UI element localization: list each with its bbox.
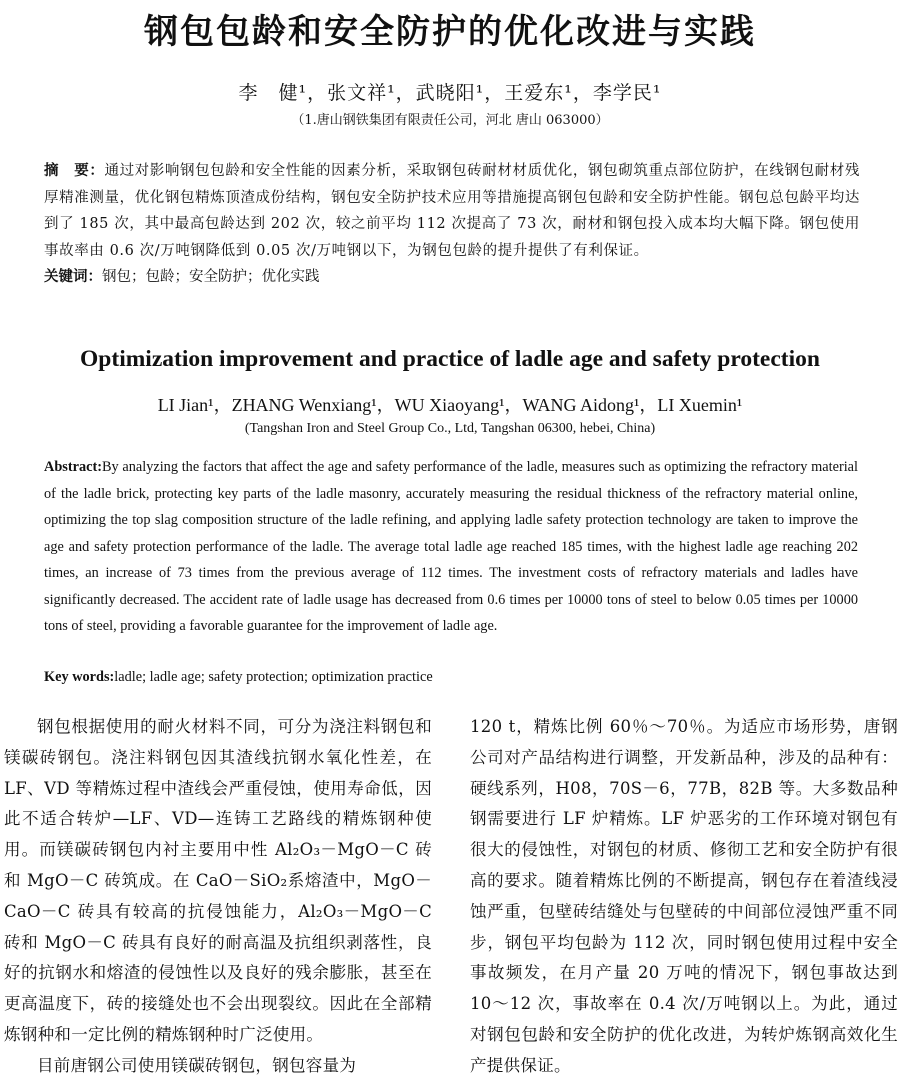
body-column-right [470,712,898,1082]
body-column-left [4,712,432,1082]
abstract-cn-label: 摘 要： [44,163,105,179]
keywords-cn-label: 关键词： [44,269,102,285]
body-paragraph: 目前唐钢公司使用镁碳砖钢包，钢包容量为 [37,1055,357,1075]
affiliation-en: (Tangshan Iron and Steel Group Co., Ltd, Tangshan 06300, hebei, China) [244,421,656,436]
body-paragraph: 120 t，精炼比例 60％～70％。为适应市场形势，唐钢公司对产品结构进行调整，开发新品种，涉及的品种有：硬线系列，H08，70S－6，77B，82B 等。大多数品种钢需要进行 LF 炉精炼。LF 炉恶劣的工作环境对钢包有很大的侵蚀性，对钢包的材质、修彻工艺和安全防护有很高的要求。随着精炼比例的不断提高，钢包存在着渣线浸蚀严重，包壁砖结缝处与包壁砖的中间部位浸蚀严重不同步，钢包平均包龄为 112 次，同时钢包使用过程中安全事故频发，在月产量 20 万吨的情况下，钢包事故达到 10～12 次，事故率在 0.4 次/万吨钢以上。为此，通过对钢包包龄和安全防护的优化改进，为转炉炼钢高效化生产提供保证。 [470,717,898,1075]
abstract-en [44,454,858,640]
keywords-cn-text: 钢包；包龄；安全防护；优化实践 [102,269,320,285]
authors-cn: 李 健¹，张文祥¹，武晓阳¹，王爱东¹，李学民¹ [238,82,662,104]
abstract-cn [44,158,860,264]
abstract-en-label: Abstract: [44,459,102,475]
keywords-en-label: Key words: [44,669,115,685]
affiliation-cn: （1.唐山钢铁集团有限责任公司，河北 唐山 063000） [291,113,609,128]
keywords-en-text: ladle; ladle age; safety protection; optimization practice [114,669,433,685]
keywords-cn [44,264,860,290]
paper-title-en: Optimization improvement and practice of ladle age and safety protection [80,346,820,372]
paper-title-cn: 钢包包龄和安全防护的优化改进与实践 [144,12,756,52]
abstract-cn-text: 通过对影响钢包包龄和安全性能的因素分析，采取钢包砖耐材材质优化，钢包砌筑重点部位防护，在线钢包耐材残厚精准测量，优化钢包精炼顶渣成份结构，钢包安全防护技术应用等措施提高钢包包龄和安全防护性能。钢包总包龄平均达到了 185 次，其中最高包龄达到 202 次，较之前平均 112 次提高了 73 次，耐材和钢包投入成本均大幅下降。钢包使用事故率由 0.6 次/万吨钢降低到 0.05 次/万吨钢以下，为钢包包龄的提升提供了有利保证。 [44,163,860,259]
body-paragraph: 钢包根据使用的耐火材料不同，可分为浇注料钢包和镁碳砖钢包。浇注料钢包因其渣线抗钢水氧化性差，在 LF、VD 等精炼过程中渣线会严重侵蚀，使用寿命低，因此不适合转炉—LF、VD—连铸工艺路线的精炼钢种使用。而镁碳砖钢包内衬主要用中性 Al₂O₃－MgO－C 砖和 MgO－C 砖筑成。在 CaO－SiO₂系熔渣中，MgO－CaO－C 砖具有较高的抗侵蚀能力，Al₂O₃－MgO－C 砖和 MgO－C 砖具有良好的耐高温及抗组织剥落性，良好的抗钢水和熔渣的侵蚀性以及良好的残余膨胀，甚至在更高温度下，砖的接缝处也不会出现裂纹。因此在全部精炼钢种和一定比例的精炼钢种时广泛使用。 [4,717,432,1044]
keywords-en [44,664,858,690]
abstract-en-text: By analyzing the factors that affect the age and safety performance of the ladle, measures such as optimizing the refractory material of the ladle brick, protecting key parts of the ladle masonry, accurately measuring the residual thickness of the refractory material online, optimizing the top slag composition structure of the ladle refining, and applying ladle safety protection technology are taken to improve the age and safety protection performance of the ladle. The average total ladle age reached 185 times, with the highest ladle age reaching 202 times, an increase of 73 times from the previous average of 112 times. The investment costs of refractory materials and ladles have significantly decreased. The accident rate of ladle usage has decreased from 0.6 times per 10000 tons of steel to below 0.05 times per 10000 tons of steel, providing a favorable guarantee for the improvement of ladle age. [44,459,858,634]
authors-en: LI Jian¹，ZHANG Wenxiang¹，WU Xiaoyang¹，WANG Aidong¹，LI Xuemin¹ [157,395,743,415]
